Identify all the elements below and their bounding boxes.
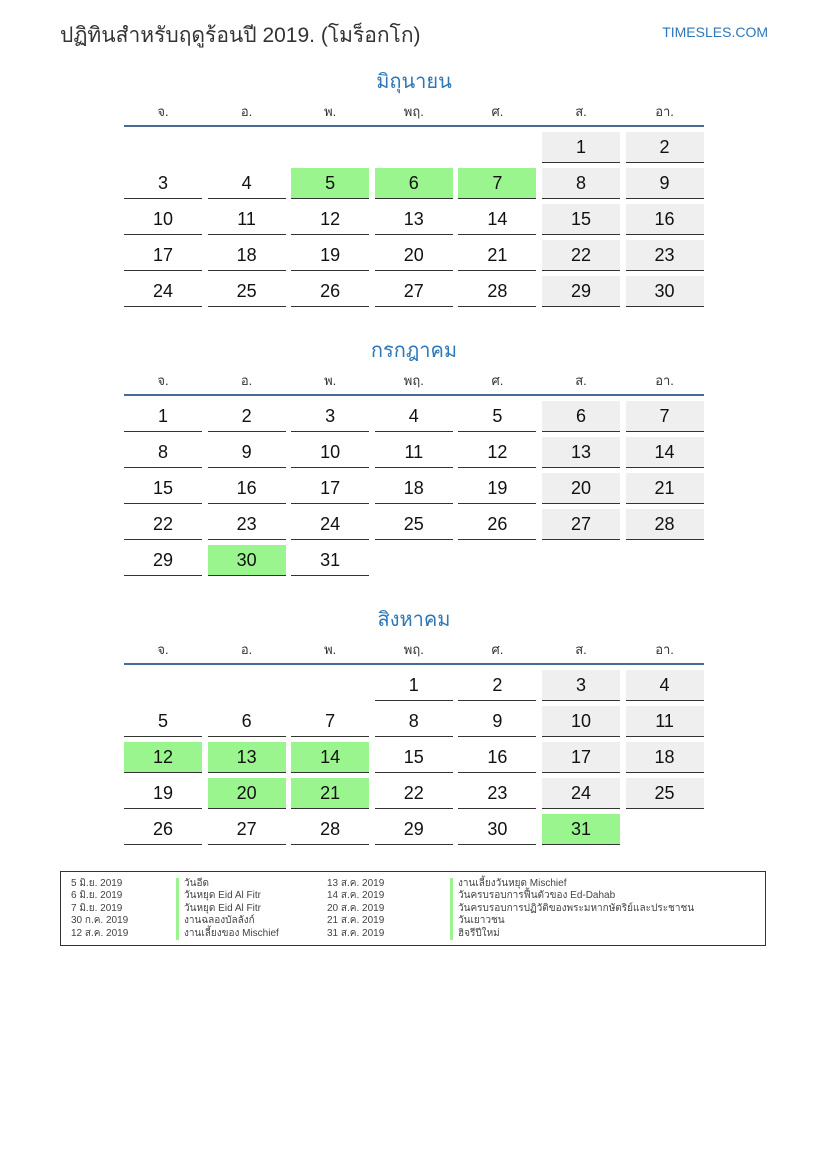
day-grid — [124, 670, 704, 845]
weekday-label: พฤ. — [403, 372, 424, 388]
legend-date: 5 มิ.ย. 2019 — [71, 878, 123, 889]
day-cell: 24 — [124, 276, 202, 307]
day-cell: 4 — [375, 401, 453, 432]
day-cell: 9 — [626, 168, 704, 199]
day-cell: 10 — [291, 437, 369, 468]
day-cell: 29 — [375, 814, 453, 845]
legend-date: 14 ส.ค. 2019 — [327, 890, 385, 902]
day-cell: 16 — [208, 473, 286, 504]
legend-holiday-name: วันเยาวชน — [450, 915, 694, 927]
legend-date: 20 ส.ค. 2019 — [327, 902, 385, 914]
weekday-header — [124, 635, 704, 665]
weekday-label: อ. — [240, 372, 253, 388]
weekday-label: พฤ. — [403, 103, 424, 119]
day-cell: 19 — [458, 473, 536, 504]
legend-date: 30 ก.ค. 2019 — [71, 915, 129, 927]
day-cell: 21 — [626, 473, 704, 504]
day-cell: 23 — [458, 778, 536, 809]
weekday-label: จ. — [157, 372, 169, 388]
legend-date: 7 มิ.ย. 2019 — [71, 902, 123, 914]
day-cell: 25 — [208, 276, 286, 307]
day-cell: 29 — [124, 545, 202, 576]
day-cell: 13 — [375, 204, 453, 235]
legend-holiday-name: วันครบรอบการปฏิวัติของพระมหากษัตริย์และประชาชน — [450, 903, 694, 915]
day-cell: 30 — [458, 814, 536, 845]
weekday-label: ส. — [575, 372, 587, 388]
day-cell: 28 — [291, 814, 369, 845]
day-cell: 12 — [124, 742, 202, 773]
weekday-header — [124, 366, 704, 396]
day-cell: 9 — [458, 706, 536, 737]
legend-date: 12 ส.ค. 2019 — [71, 927, 129, 939]
weekday-label: พ. — [324, 103, 337, 119]
weekday-label: ศ. — [491, 103, 504, 119]
day-cell: 1 — [542, 132, 620, 163]
day-cell: 6 — [208, 706, 286, 737]
empty-cell — [124, 670, 202, 701]
day-cell: 5 — [458, 401, 536, 432]
day-cell: 20 — [208, 778, 286, 809]
day-cell: 13 — [208, 742, 286, 773]
legend-date: 13 ส.ค. 2019 — [327, 878, 385, 889]
holiday-legend — [60, 871, 766, 946]
day-cell: 2 — [458, 670, 536, 701]
day-grid — [124, 401, 704, 576]
legend-date-column — [327, 878, 384, 940]
day-cell: 18 — [375, 473, 453, 504]
day-cell: 28 — [626, 509, 704, 540]
month-june — [124, 67, 704, 307]
day-cell: 26 — [291, 276, 369, 307]
day-cell: 2 — [208, 401, 286, 432]
day-cell: 10 — [124, 204, 202, 235]
empty-cell — [124, 132, 202, 163]
legend-name-column — [176, 878, 279, 940]
legend-holiday-name: วันครบรอบการฟื้นตัวของ Ed-Dahab — [450, 890, 694, 902]
weekday-label: ส. — [575, 103, 587, 119]
day-cell: 27 — [208, 814, 286, 845]
weekday-label: อา. — [655, 641, 674, 657]
day-cell: 17 — [291, 473, 369, 504]
weekday-label: พ. — [324, 641, 337, 657]
weekday-label: ศ. — [491, 372, 504, 388]
day-cell: 11 — [375, 437, 453, 468]
legend-date: 6 มิ.ย. 2019 — [71, 890, 123, 902]
day-cell: 7 — [626, 401, 704, 432]
legend-holiday-name: วันหยุด Eid Al Fitr — [176, 890, 279, 902]
month-title: กรกฎาคม — [370, 340, 458, 362]
day-cell: 22 — [375, 778, 453, 809]
weekday-label: อ. — [240, 641, 253, 657]
legend-date: 31 ส.ค. 2019 — [327, 927, 385, 939]
empty-cell — [291, 670, 369, 701]
day-cell: 10 — [542, 706, 620, 737]
empty-cell — [375, 132, 453, 163]
day-cell: 7 — [458, 168, 536, 199]
day-cell: 18 — [208, 240, 286, 271]
day-cell: 6 — [542, 401, 620, 432]
day-cell: 16 — [626, 204, 704, 235]
day-cell: 9 — [208, 437, 286, 468]
month-august — [124, 605, 704, 845]
day-cell: 30 — [208, 545, 286, 576]
day-cell: 31 — [542, 814, 620, 845]
day-cell: 25 — [375, 509, 453, 540]
day-cell: 20 — [542, 473, 620, 504]
day-cell: 11 — [626, 706, 704, 737]
weekday-header — [124, 97, 704, 127]
day-cell: 5 — [124, 706, 202, 737]
day-cell: 3 — [124, 168, 202, 199]
legend-holiday-name: งานเลี้ยงของ Mischief — [176, 928, 279, 940]
weekday-label: จ. — [157, 103, 169, 119]
day-cell: 16 — [458, 742, 536, 773]
day-cell: 14 — [458, 204, 536, 235]
empty-cell — [208, 132, 286, 163]
day-cell: 30 — [626, 276, 704, 307]
legend-date-column — [71, 878, 128, 940]
page-title: ปฏิทินสำหรับฤดูร้อนปี 2019. (โมร็อกโก) — [60, 24, 421, 47]
day-cell: 27 — [375, 276, 453, 307]
day-cell: 4 — [626, 670, 704, 701]
legend-name-column — [450, 878, 694, 940]
day-cell: 1 — [124, 401, 202, 432]
month-title: สิงหาคม — [377, 609, 451, 631]
day-cell: 7 — [291, 706, 369, 737]
day-cell: 8 — [124, 437, 202, 468]
day-cell: 14 — [291, 742, 369, 773]
brand-link[interactable]: TIMESLES.COM — [662, 24, 768, 40]
day-cell: 22 — [124, 509, 202, 540]
day-cell: 3 — [291, 401, 369, 432]
day-cell: 27 — [542, 509, 620, 540]
month-july — [124, 336, 704, 576]
legend-holiday-name: งานเลี้ยงวันหยุด Mischief — [450, 878, 694, 890]
legend-holiday-name: วันอีด — [176, 878, 279, 890]
weekday-label: พ. — [324, 372, 337, 388]
day-cell: 13 — [542, 437, 620, 468]
legend-date: 21 ส.ค. 2019 — [327, 915, 385, 927]
day-cell: 24 — [291, 509, 369, 540]
day-cell: 14 — [626, 437, 704, 468]
day-cell: 21 — [458, 240, 536, 271]
day-cell: 22 — [542, 240, 620, 271]
legend-holiday-name: งานฉลองบัลลังก์ — [176, 915, 279, 927]
day-cell: 4 — [208, 168, 286, 199]
empty-cell — [291, 132, 369, 163]
day-cell: 21 — [291, 778, 369, 809]
day-cell: 23 — [208, 509, 286, 540]
month-title: มิถุนายน — [376, 71, 452, 93]
day-cell: 15 — [375, 742, 453, 773]
day-cell: 29 — [542, 276, 620, 307]
legend-holiday-name: วันหยุด Eid Al Fitr — [176, 903, 279, 915]
weekday-label: ศ. — [491, 641, 504, 657]
day-cell: 8 — [542, 168, 620, 199]
weekday-label: ส. — [575, 641, 587, 657]
day-cell: 8 — [375, 706, 453, 737]
day-cell: 15 — [542, 204, 620, 235]
day-cell: 15 — [124, 473, 202, 504]
weekday-label: อ. — [240, 103, 253, 119]
day-cell: 3 — [542, 670, 620, 701]
day-cell: 17 — [542, 742, 620, 773]
day-cell: 26 — [458, 509, 536, 540]
weekday-label: พฤ. — [403, 641, 424, 657]
day-cell: 19 — [124, 778, 202, 809]
day-cell: 6 — [375, 168, 453, 199]
empty-cell — [458, 132, 536, 163]
day-cell: 17 — [124, 240, 202, 271]
weekday-label: อา. — [655, 372, 674, 388]
legend-holiday-name: ฮิจรีปีใหม่ — [450, 928, 694, 940]
day-cell: 25 — [626, 778, 704, 809]
day-cell: 18 — [626, 742, 704, 773]
weekday-label: อา. — [655, 103, 674, 119]
day-cell: 26 — [124, 814, 202, 845]
day-cell: 2 — [626, 132, 704, 163]
day-cell: 31 — [291, 545, 369, 576]
day-cell: 12 — [291, 204, 369, 235]
day-cell: 20 — [375, 240, 453, 271]
day-cell: 23 — [626, 240, 704, 271]
day-cell: 28 — [458, 276, 536, 307]
day-grid — [124, 132, 704, 307]
day-cell: 1 — [375, 670, 453, 701]
day-cell: 24 — [542, 778, 620, 809]
day-cell: 19 — [291, 240, 369, 271]
empty-cell — [208, 670, 286, 701]
day-cell: 12 — [458, 437, 536, 468]
day-cell: 11 — [208, 204, 286, 235]
weekday-label: จ. — [157, 641, 169, 657]
day-cell: 5 — [291, 168, 369, 199]
